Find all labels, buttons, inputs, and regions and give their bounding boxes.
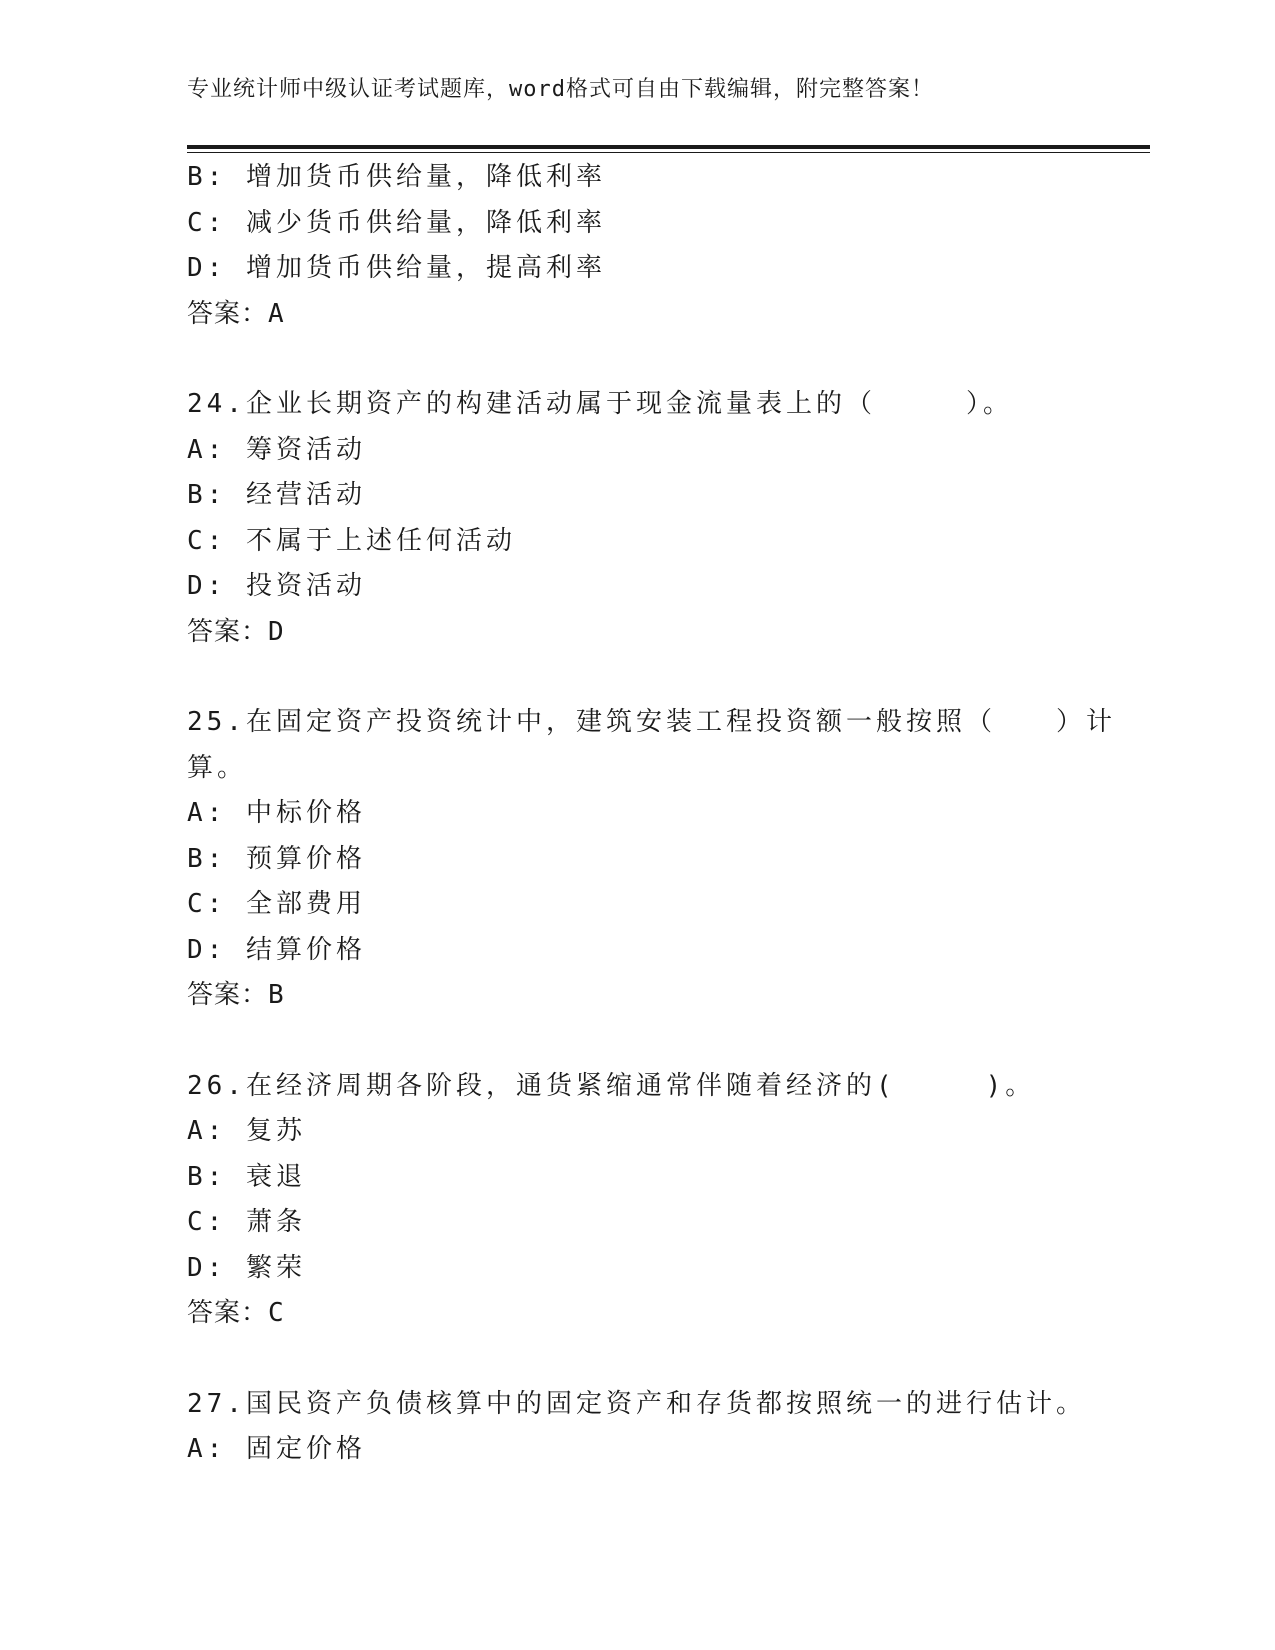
option-line: [187, 1155, 1087, 1201]
option-text: 减少货币供给量，降低利率: [245, 207, 606, 238]
option-letter: A:: [187, 798, 227, 828]
option-line: [187, 1427, 1087, 1473]
option-text: 经营活动: [245, 480, 366, 510]
option-text: 投资活动: [245, 571, 366, 601]
option-line: [187, 201, 1087, 247]
answer-line: 答案：A: [187, 298, 285, 329]
question-stem: 25.在固定资产投资统计中，建筑安装工程投资额一般按照（ ）计: [187, 707, 1116, 737]
option-letter: D:: [187, 1252, 227, 1283]
question-stem-continued: 算。: [187, 752, 248, 783]
option-text: 全部费用: [245, 889, 366, 919]
option-text: 繁荣: [245, 1252, 306, 1283]
question-24: [187, 382, 1087, 655]
prev-question-block: [187, 155, 1087, 337]
option-text: 筹资活动: [245, 434, 366, 465]
option-line: [187, 837, 1087, 883]
question-stem: 26.在经济周期各阶段，通货紧缩通常伴随着经济的( )。: [187, 1070, 1036, 1101]
option-letter: C:: [187, 1207, 227, 1237]
option-letter: A:: [187, 1116, 227, 1146]
option-text: 结算价格: [245, 934, 366, 965]
answer-line: 答案：B: [187, 980, 285, 1010]
option-letter: C:: [187, 207, 227, 238]
question-26: [187, 1064, 1087, 1337]
answer-line: 答案：D: [187, 616, 285, 647]
question-stem: 24.企业长期资产的构建活动属于现金流量表上的（ ）。: [187, 389, 1013, 419]
option-line: [187, 882, 1087, 928]
option-text: 固定价格: [245, 1434, 366, 1464]
option-letter: B:: [187, 480, 227, 510]
option-text: 不属于上述任何活动: [245, 525, 516, 556]
question-27: [187, 1382, 1087, 1473]
option-text: 衰退: [245, 1161, 306, 1192]
option-line: [187, 428, 1087, 474]
option-line: [187, 1200, 1087, 1246]
option-line: [187, 1109, 1087, 1155]
option-letter: B:: [187, 1161, 227, 1192]
option-letter: D:: [187, 934, 227, 965]
option-line: [187, 473, 1087, 519]
option-line: [187, 246, 1087, 292]
header-rule-thin: [187, 152, 1150, 153]
question-25: [187, 700, 1116, 1019]
option-line: [187, 791, 1087, 837]
page-header: 专业统计师中级认证考试题库，word格式可自由下载编辑，附完整答案！: [187, 77, 934, 102]
option-text: 中标价格: [245, 798, 366, 828]
option-letter: D:: [187, 253, 227, 283]
option-line: [187, 928, 1087, 974]
option-line: [187, 1246, 1087, 1292]
header-rule-thick: [187, 145, 1150, 149]
option-text: 复苏: [245, 1116, 306, 1146]
option-letter: C:: [187, 525, 227, 556]
answer-line: 答案：C: [187, 1298, 285, 1328]
option-letter: A:: [187, 434, 227, 465]
option-letter: B:: [187, 843, 227, 874]
option-line: [187, 519, 1087, 565]
option-text: 增加货币供给量，降低利率: [245, 162, 606, 192]
option-line: [187, 155, 1087, 201]
option-letter: C:: [187, 889, 227, 919]
option-letter: A:: [187, 1434, 227, 1464]
option-text: 萧条: [245, 1207, 306, 1237]
option-text: 预算价格: [245, 843, 366, 874]
option-line: [187, 564, 1087, 610]
question-content: [187, 155, 1116, 1473]
option-letter: D:: [187, 571, 227, 601]
option-letter: B:: [187, 162, 227, 192]
question-stem: 27.国民资产负债核算中的固定资产和存货都按照统一的进行估计。: [187, 1388, 1086, 1419]
option-text: 增加货币供给量，提高利率: [245, 253, 606, 283]
